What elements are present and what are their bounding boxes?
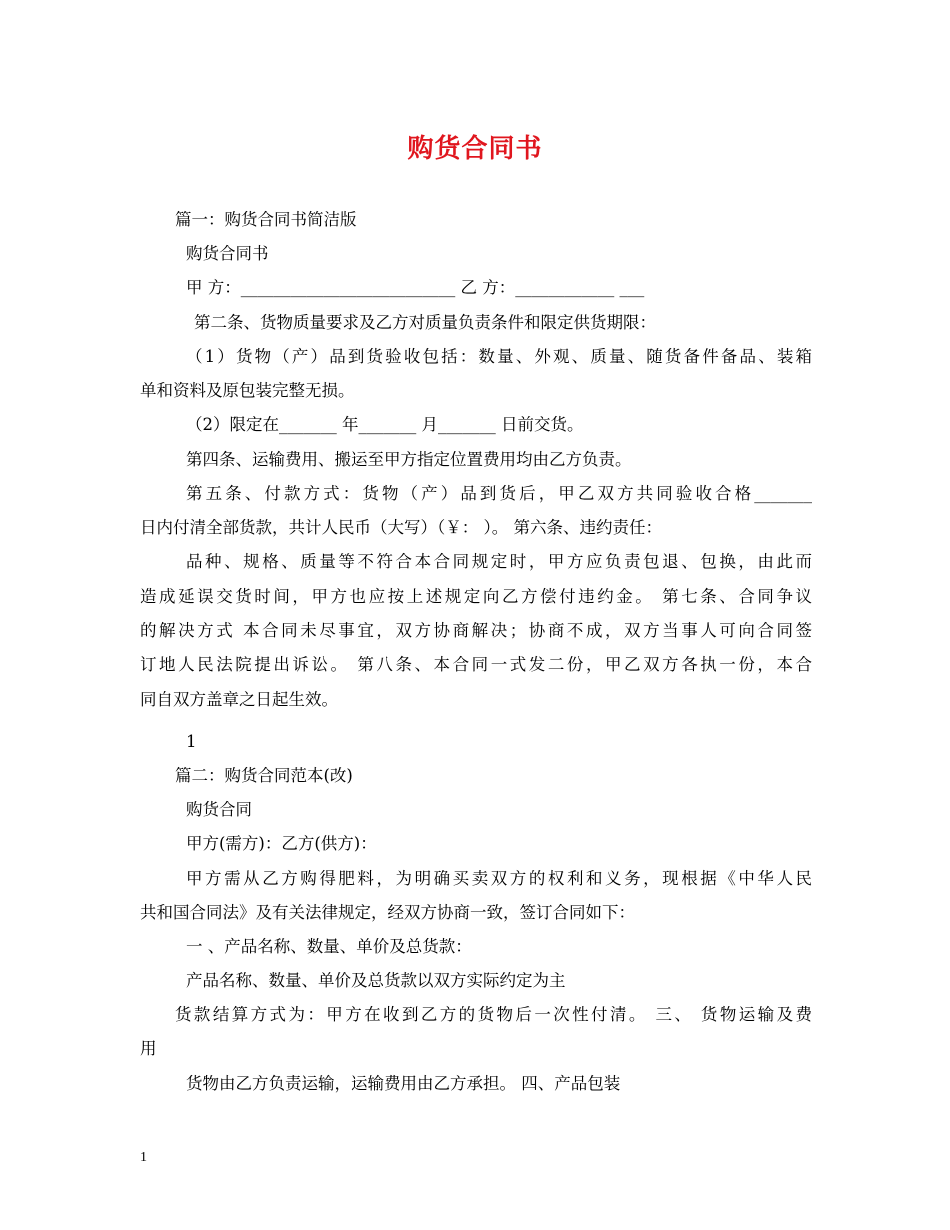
paragraph-line: 造成延误交货时间，甲方也应按上述规定向乙方偿付违约金。 第七条、合同争议 (140, 587, 812, 606)
paragraph-line: 单和资料及原包装完整无损。 (140, 381, 355, 400)
paragraph-line: 共和国合同法》及有关法律规定，经双方协商一致，签订合同如下： (140, 903, 635, 922)
paragraph-line: 用 (140, 1039, 157, 1058)
paragraph-line: 货款结算方式为：甲方在收到乙方的货物后一次性付清。 三、 货物运输及费 (175, 1005, 812, 1024)
section-heading-2: 篇二：购货合同范本(改) (175, 766, 353, 785)
paragraph-line: 产品名称、数量、单价及总货款以双方实际约定为主 (186, 971, 566, 990)
paragraph-line: （2）限定在_______ 年_______ 月_______ 日前交货。 (186, 415, 584, 434)
paragraph-line: （1）货物（产）品到货验收包括：数量、外观、质量、随货备件备品、装箱 (186, 347, 812, 366)
paragraph-line: 品种、规格、质量等不符合本合同规定时，甲方应负责包退、包换，由此而 (186, 552, 812, 571)
paragraph-line: 日内付清全部货款，共计人民币（大写）（￥： ）。 第六条、违约责任： (140, 518, 662, 537)
inline-page-number: 1 (186, 732, 197, 751)
page-number: 1 (140, 1150, 147, 1165)
paragraph-line: 的解决方式 本合同未尽事宜，双方协商解决；协商不成，双方当事人可向合同签 (140, 621, 812, 640)
paragraph-line: 货物由乙方负责运输，运输费用由乙方承担。 四、产品包装 (186, 1074, 621, 1093)
party-line: 甲 方：__________________________ 乙 方：____________ ___ (186, 278, 645, 297)
party-line: 甲方(需方)：乙方(供方)： (186, 834, 377, 853)
section-heading-1: 篇一：购货合同书简洁版 (175, 210, 357, 229)
contract-title-1: 购货合同书 (186, 244, 269, 263)
paragraph-line: 甲方需从乙方购得肥料，为明确买卖双方的权利和义务，现根据《中华人民 (186, 869, 812, 888)
paragraph-line: 第四条、运输费用、搬运至甲方指定位置费用均由乙方负责。 (186, 450, 632, 469)
paragraph-line: 订地人民法院提出诉讼。 第八条、本合同一式发二份，甲乙双方各执一份，本合 (140, 655, 812, 674)
article-2-heading: 第二条、货物质量要求及乙方对质量负责条件和限定供货期限： (194, 313, 656, 332)
paragraph-line: 同自双方盖章之日起生效。 (140, 690, 338, 709)
contract-title-2: 购货合同 (186, 800, 252, 819)
paragraph-line: 第五条、付款方式：货物（产）品到货后，甲乙双方共同验收合格_______ (186, 484, 812, 503)
paragraph-line: 一 、产品名称、数量、单价及总货款： (186, 937, 472, 956)
document-title: 购货合同书 (407, 134, 543, 164)
